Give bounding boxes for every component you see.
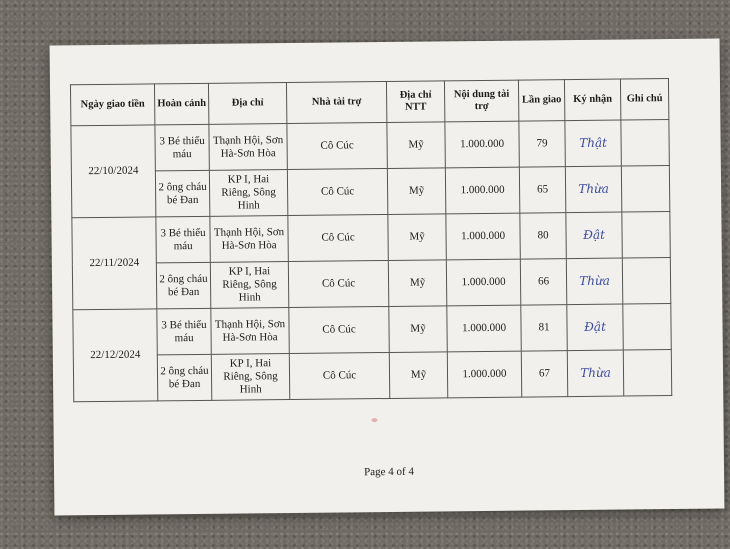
sponsor-address-cell: Mỹ — [388, 214, 446, 261]
ink-stain — [371, 418, 377, 422]
date-cell: 22/11/2024 — [72, 217, 157, 310]
note-cell — [622, 258, 670, 305]
sponsorship-table — [70, 78, 672, 402]
note-cell — [622, 212, 670, 259]
amount-cell: 1.000.000 — [445, 167, 519, 214]
table-row — [71, 120, 669, 172]
address-cell: Thạnh Hội, Sơn Hà-Sơn Hòa — [209, 124, 287, 171]
sponsor-address-cell: Mỹ — [388, 260, 446, 307]
header-delivery: Lần giao — [518, 80, 564, 121]
sponsor-cell: Cô Cúc — [288, 260, 388, 307]
sponsor-cell: Cô Cúc — [289, 352, 389, 399]
delivery-cell: 65 — [519, 167, 565, 213]
header-case: Hoàn cảnh — [154, 83, 208, 125]
header-sponsor: Nhà tài trợ — [286, 81, 386, 123]
sponsor-address-cell: Mỹ — [389, 306, 447, 353]
address-cell: KP I, Hai Riêng, Sông Hinh — [209, 170, 287, 217]
sponsor-address-cell: Mỹ — [387, 168, 445, 215]
sponsor-cell: Cô Cúc — [288, 214, 388, 261]
document-page — [50, 39, 725, 516]
table-row — [72, 212, 670, 264]
signature-cell: Đật — [567, 304, 623, 351]
note-cell — [621, 166, 669, 213]
note-cell — [621, 120, 669, 167]
table-header-row — [70, 79, 668, 126]
sponsor-address-cell: Mỹ — [389, 352, 447, 399]
delivery-cell: 79 — [519, 121, 565, 167]
sponsor-cell: Cô Cúc — [287, 122, 387, 169]
address-cell: Thạnh Hội, Sơn Hà-Sơn Hòa — [210, 216, 288, 263]
note-cell — [623, 350, 671, 397]
delivery-cell: 81 — [521, 305, 567, 351]
header-content: Nội dung tài trợ — [444, 80, 518, 122]
header-date: Ngày giao tiền — [70, 84, 154, 126]
note-cell — [623, 304, 671, 351]
signature-cell: Thừa — [565, 166, 621, 213]
address-cell: KP I, Hai Riêng, Sông Hinh — [210, 262, 288, 309]
case-cell: 2 ông cháu bé Đan — [155, 170, 209, 217]
case-cell: 2 ông cháu bé Đan — [156, 262, 210, 309]
amount-cell: 1.000.000 — [446, 259, 520, 306]
case-cell: 3 Bé thiếu máu — [156, 216, 210, 263]
table-row — [71, 166, 669, 218]
amount-cell: 1.000.000 — [447, 351, 521, 398]
header-signature: Ký nhận — [564, 79, 620, 121]
sponsor-cell: Cô Cúc — [289, 306, 389, 353]
signature-cell: Thật — [565, 120, 621, 167]
delivery-cell: 80 — [520, 213, 566, 259]
signature-cell: Thừa — [566, 258, 622, 305]
header-note: Ghi chú — [620, 79, 668, 121]
date-cell: 22/12/2024 — [73, 309, 158, 402]
table-row — [72, 258, 670, 310]
signature-cell: Đật — [566, 212, 622, 259]
signature-cell: Thừa — [567, 350, 623, 397]
amount-cell: 1.000.000 — [446, 213, 520, 260]
delivery-cell: 67 — [521, 351, 567, 397]
sponsor-address-cell: Mỹ — [387, 122, 445, 169]
delivery-cell: 66 — [520, 259, 566, 305]
case-cell: 3 Bé thiếu máu — [155, 124, 209, 171]
header-address: Địa chỉ — [208, 83, 286, 125]
address-cell: KP I, Hai Riêng, Sông Hinh — [211, 354, 289, 401]
date-cell: 22/10/2024 — [71, 125, 156, 218]
case-cell: 2 ông cháu bé Đan — [157, 354, 211, 401]
table-row — [73, 304, 671, 356]
address-cell: Thạnh Hội, Sơn Hà-Sơn Hòa — [211, 308, 289, 355]
case-cell: 3 Bé thiếu máu — [157, 308, 211, 355]
page-number: Page 4 of 4 — [364, 465, 414, 479]
amount-cell: 1.000.000 — [447, 305, 521, 352]
amount-cell: 1.000.000 — [445, 121, 519, 168]
header-sponsor-address: Địa chỉ NTT — [386, 81, 444, 123]
sponsor-cell: Cô Cúc — [287, 168, 387, 215]
table-row — [73, 350, 671, 402]
